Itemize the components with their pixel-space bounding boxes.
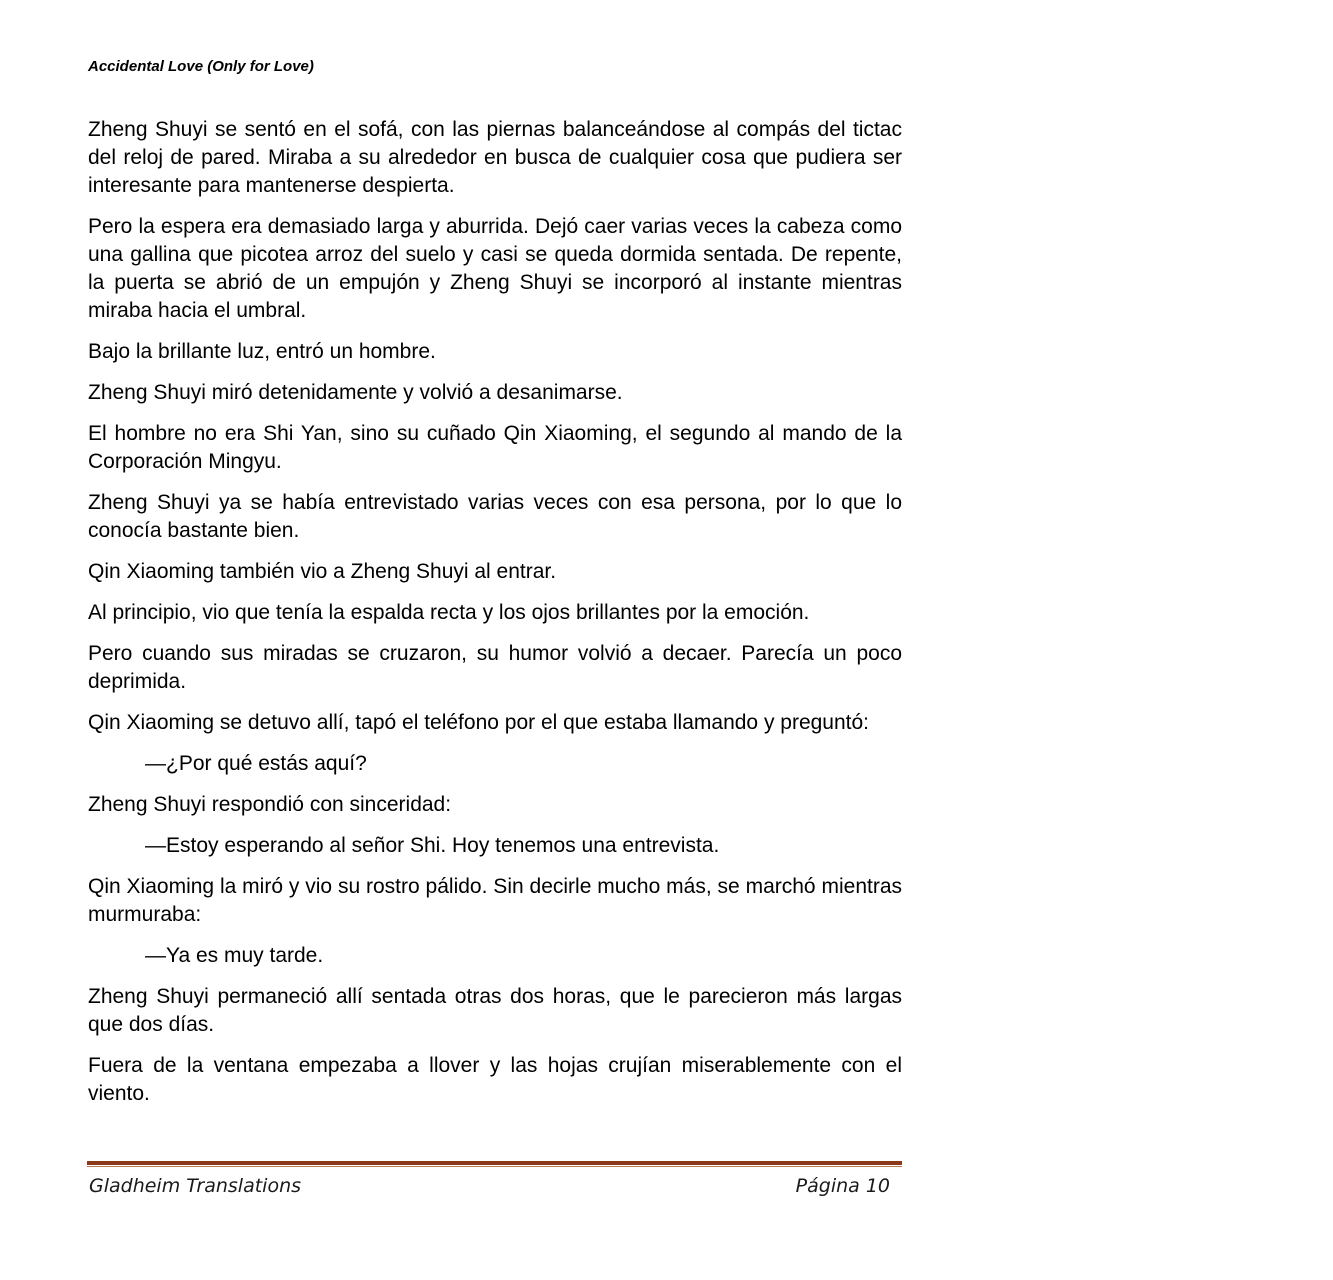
dialogue-line: —¿Por qué estás aquí? [145, 752, 367, 775]
paragraph: Fuera de la ventana empezaba a llover y las hojas crujían miserablemente con el viento. [88, 1054, 902, 1105]
dialogue-line: —Ya es muy tarde. [145, 944, 324, 967]
document-body [88, 116, 902, 1121]
paragraph: Zheng Shuyi respondió con sinceridad: [88, 793, 452, 816]
page-header-title: Accidental Love (Only for Love) [88, 58, 314, 75]
paragraph: Qin Xiaoming también vio a Zheng Shuyi al entrar. [88, 560, 557, 583]
paragraph: Zheng Shuyi se sentó en el sofá, con las piernas balanceándose al compás del tictac del reloj de pared. Miraba a su alrededor en busca de cualquier cosa que pudiera ser interesante para mantenerse despierta. [88, 118, 902, 197]
paragraph: El hombre no era Shi Yan, sino su cuñado Qin Xiaoming, el segundo al mando de la Corporación Mingyu. [88, 422, 902, 473]
paragraph: Bajo la brillante luz, entró un hombre. [88, 340, 436, 363]
paragraph: Zheng Shuyi permaneció allí sentada otras dos horas, que le parecieron más largas que dos días. [88, 985, 902, 1036]
footer-divider-thin [87, 1166, 902, 1167]
paragraph: Zheng Shuyi miró detenidamente y volvió a desanimarse. [88, 381, 623, 404]
paragraph: Al principio, vio que tenía la espalda recta y los ojos brillantes por la emoción. [88, 601, 810, 624]
paragraph: Qin Xiaoming se detuvo allí, tapó el teléfono por el que estaba llamando y preguntó: [88, 711, 870, 734]
paragraph: Pero la espera era demasiado larga y aburrida. Dejó caer varias veces la cabeza como una gallina que picotea arroz del suelo y casi se queda dormida sentada. De repente, la puerta se abrió de un empujón y Zheng Shuyi se incorporó al instante mientras miraba hacia el umbral. [88, 215, 902, 322]
footer-page-number: Página 10 [795, 1175, 890, 1197]
footer-divider [87, 1161, 902, 1168]
paragraph: Zheng Shuyi ya se había entrevistado varias veces con esa persona, por lo que lo conocía bastante bien. [88, 491, 902, 542]
paragraph: Qin Xiaoming la miró y vio su rostro pálido. Sin decirle mucho más, se marchó mientras murmuraba: [88, 875, 902, 926]
paragraph: Pero cuando sus miradas se cruzaron, su humor volvió a decaer. Parecía un poco deprimida. [88, 642, 902, 693]
footer-divider-thick [87, 1161, 902, 1165]
footer-publisher: Gladheim Translations [89, 1175, 302, 1197]
dialogue-line: —Estoy esperando al señor Shi. Hoy tenemos una entrevista. [145, 834, 720, 857]
